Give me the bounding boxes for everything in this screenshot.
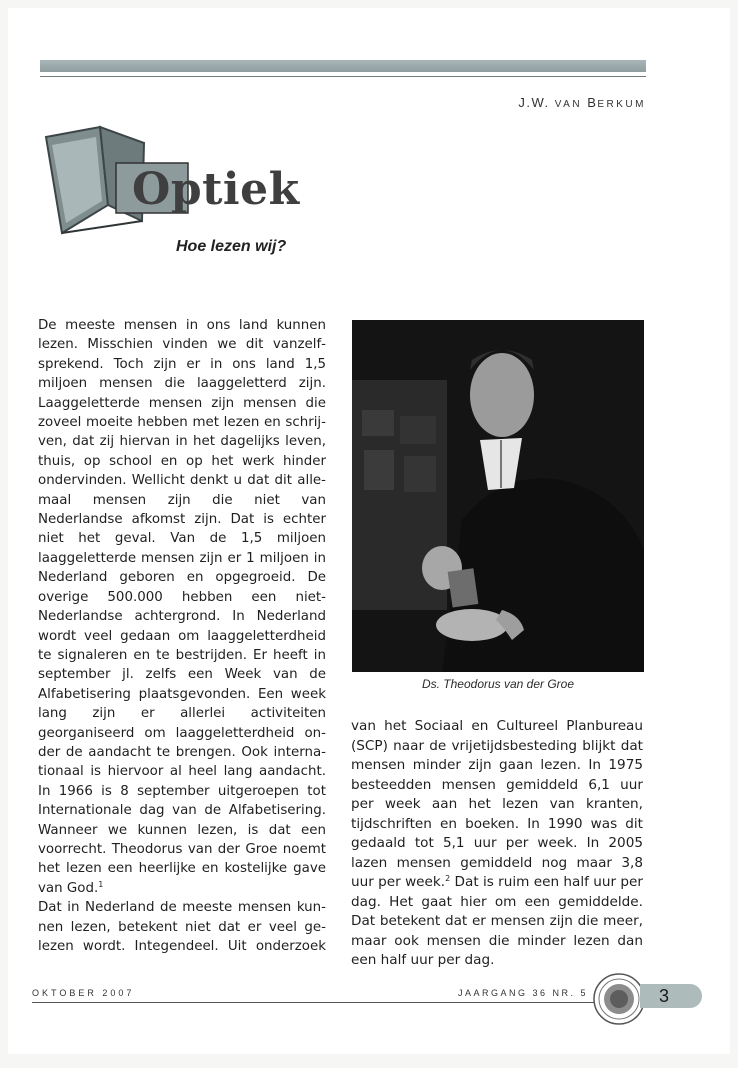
seal-icon [592,972,646,1026]
paragraph-text-end: Dat is ruim een half uur per dag. Het gaat hier om een gemiddelde. Dat betekent dat er mensen zijn die meer, maar ook mensen die minder lezen dan een half uur per dag. [351,874,643,968]
footer-rule [32,1002,597,1003]
logo-rest: ptiek [170,164,300,215]
paragraph [38,316,326,898]
footnote-ref: 1 [98,879,104,889]
author-initials: J.W. [518,95,550,110]
footnote-ref: 2 [445,874,451,883]
article-subtitle: Hoe lezen wij? [176,238,287,255]
footer-volume: JAARGANG 36 NR. 5 [458,988,589,998]
author-b: B [587,95,598,110]
author-van: VAN [554,99,583,110]
page-number: 3 [658,986,669,1006]
footer-date: OKTOBER 2007 [32,988,135,998]
logo-letter: O [132,164,171,215]
paragraph [351,717,643,971]
section-logo-word [132,164,300,215]
paragraph-text: van het Sociaal en Cultureel Planbureau (SCP) naar de vrijetijdsbesteding blijkt dat mensen minder zijn gaan lezen. In 1975 besteedden mensen gemiddeld 6,1 uur per week aan het lezen van kranten, tijdschriften en boeken. In 1990 was dit gedaald tot 5,1 uur per week. In 2005 lazen mensen gemiddeld nog maar 3,8 uur per week. [351,718,643,890]
header-rule [40,76,646,77]
portrait-caption: Ds. Theodorus van der Groe [421,677,575,691]
portrait-painting [352,320,644,672]
right-column [351,717,643,971]
author-rest: ERKUM [597,99,646,110]
left-column [38,316,326,956]
portrait-image [352,320,644,672]
paragraph-text: De meeste mensen in ons land kunnen lezen. Misschien vinden we dit vanzelfsprekend. Toch zijn er in ons land 1,5 miljoen mensen die laaggeletterd zijn. Laaggeletterde mensen zijn mensen die zoveel moeite hebben met lezen en schrijven, dat zij hiervan in het dagelijks leven, thuis, op school en op het werk hinder ondervinden. Wellicht denkt u dat dit allemaal mensen zijn die niet van Nederlandse afkomst zijn. Dat is echter niet het geval. Van de 1,5 miljoen laaggeletterde mensen zijn er 1 miljoen in Nederland geboren en opgegroeid. De overige 500.000 hebben een niet-Nederlandse achtergrond. In Nederland wordt veel gedaan om laaggeletterdheid te signaleren en te bestrijden. Er heeft in september jl. zelfs een Week van de Alfabetisering plaatsgevonden. Een week lang zijn er allerlei activiteiten georganiseerd om laaggeletterdheid onder de aandacht te brengen. Ook internationaal is hiervoor al heel lang aandacht. In 1966 is 8 september uitgeroepen tot Internationale dag van de Alfabetisering. Wanneer we kunnen lezen, is dat een voorrecht. Theodorus van der Groe noemt het lezen een heerlijke en kostelijke gave van God. [38,318,326,896]
paragraph: Dat in Nederland de meeste mensen kunnen lezen, betekent niet dat er veel gelezen wordt. Integendeel. Uit onderzoek [38,900,326,954]
header-band [40,60,646,72]
author-name [518,95,646,110]
